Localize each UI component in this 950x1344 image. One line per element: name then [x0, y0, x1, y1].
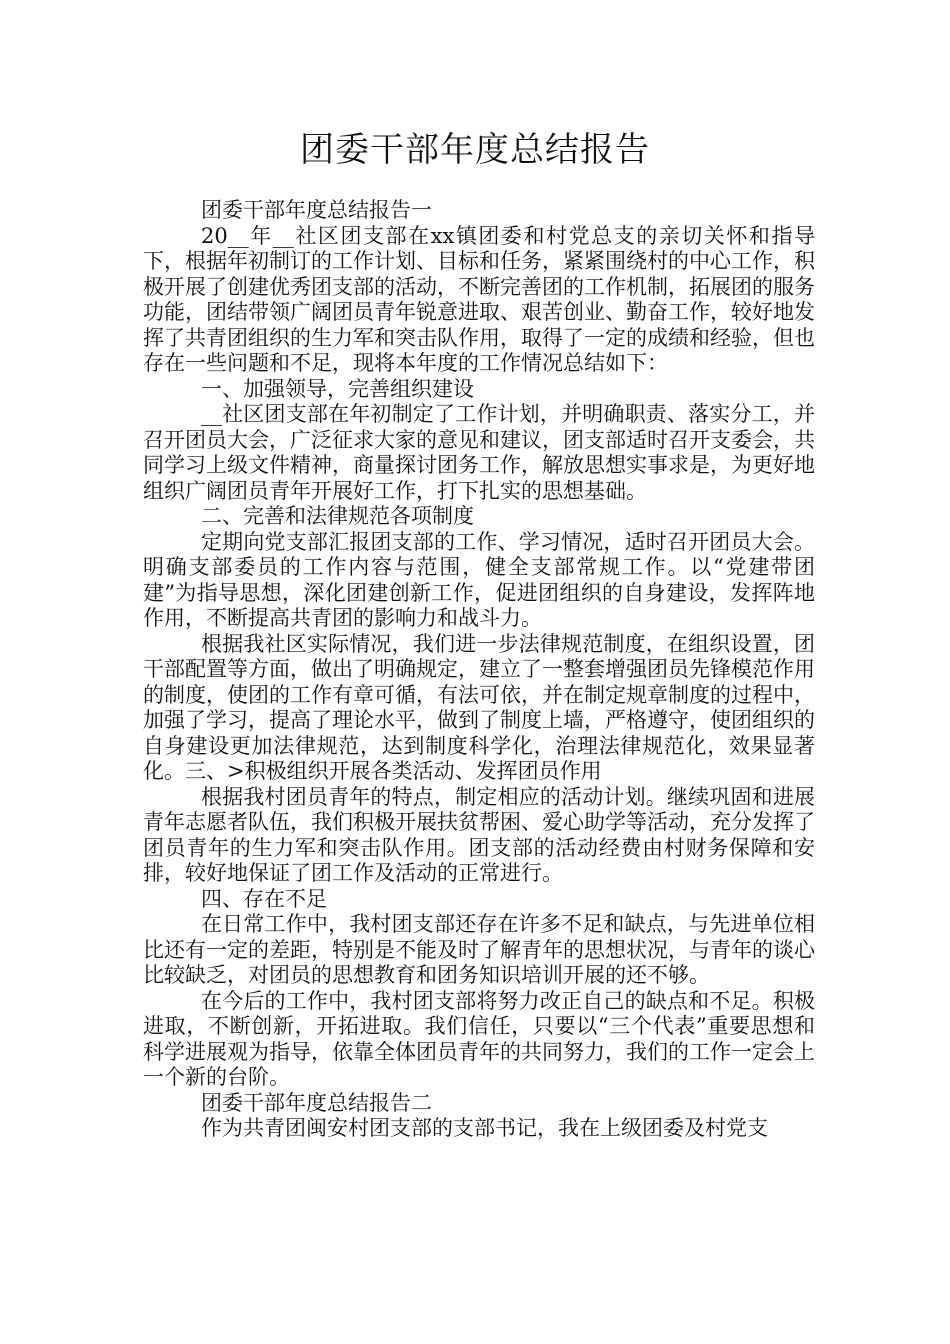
body-paragraph: 作为共青团闽安村团支部的支部书记，我在上级团委及村党支 [201, 1116, 768, 1140]
body-paragraph: 根据我村团员青年的特点，制定相应的活动计划。继续巩固和进展青年志愿者队伍，我们积极开展扶贫帮困、爱心助学等活动，充分发挥了团员青年的生力军和突击队作用。团支部的活动经费由村财务保障和安排，较好地保证了团工作及活动的正常进行。 [143, 784, 815, 885]
section-heading: 四、存在不足 [201, 886, 327, 911]
document-body [143, 198, 815, 1142]
section-heading: 二、完善和法律规范各项制度 [201, 504, 474, 528]
section-heading: 团委干部年度总结报告一 [201, 198, 432, 222]
body-paragraph: 在今后的工作中，我村团支部将努力改正自己的缺点和不足。积极进取，不断创新，开拓进取。我们信任，只要以“三个代表”重要思想和科学进展观为指导，依靠全体团员青年的共同努力，我们的工作一定会上一个新的台阶。 [143, 988, 815, 1089]
body-paragraph: 定期向党支部汇报团支部的工作、学习情况，适时召开团员大会。明确支部委员的工作内容与范围，健全支部常规工作。以“党建带团建”为指导思想，深化团建创新工作，促进团组织的自身建设，发挥阵地作用，不断提高共青团的影响力和战斗力。 [143, 529, 815, 630]
body-paragraph: __社区团支部在年初制定了工作计划，并明确职责、落实分工，并召开团员大会，广泛征求大家的意见和建议，团支部适时召开支委会，共同学习上级文件精神，商量探讨团务工作，解放思想实事求是，为更好地组织广阔团员青年开展好工作，打下扎实的思想基础。 [143, 402, 815, 503]
document-title: 团委干部年度总结报告 [300, 130, 650, 170]
body-paragraph: 根据我社区实际情况，我们进一步法律规范制度，在组织设置，团干部配置等方面，做出了明确规定，建立了一整套增强团员先锋模范作用的制度，使团的工作有章可循，有法可依，并在制定规章制度的过程中，加强了学习，提高了理论水平，做到了制度上墙，严格遵守，使团组织的自身建设更加法律规范，达到制度科学化，治理法律规范化，效果显著化。三、>积极组织开展各类活动、发挥团员作用 [143, 631, 815, 783]
section-heading: 一、加强领导，完善组织建设 [201, 376, 474, 401]
body-paragraph: 在日常工作中，我村团支部还存在许多不足和缺点，与先进单位相比还有一定的差距，特别是不能及时了解青年的思想状况，与青年的谈心比较缺乏，对团员的思想教育和团务知识培训开展的还不够。 [143, 912, 815, 987]
section-heading: 团委干部年度总结报告二 [201, 1090, 432, 1115]
body-paragraph: 20__年__社区团支部在xx镇团委和村党总支的亲切关怀和指导下，根据年初制订的工作计划、目标和任务，紧紧围绕村的中心工作，积极开展了创建优秀团支部的活动，不断完善团的工作机制，拓展团的服务功能，团结带领广阔团员青年锐意进取、艰苦创业、勤奋工作，较好地发挥了共青团组织的生力军和突击队作用，取得了一定的成绩和经验，但也存在一些问题和不足，现将本年度的工作情况总结如下： [143, 223, 815, 375]
